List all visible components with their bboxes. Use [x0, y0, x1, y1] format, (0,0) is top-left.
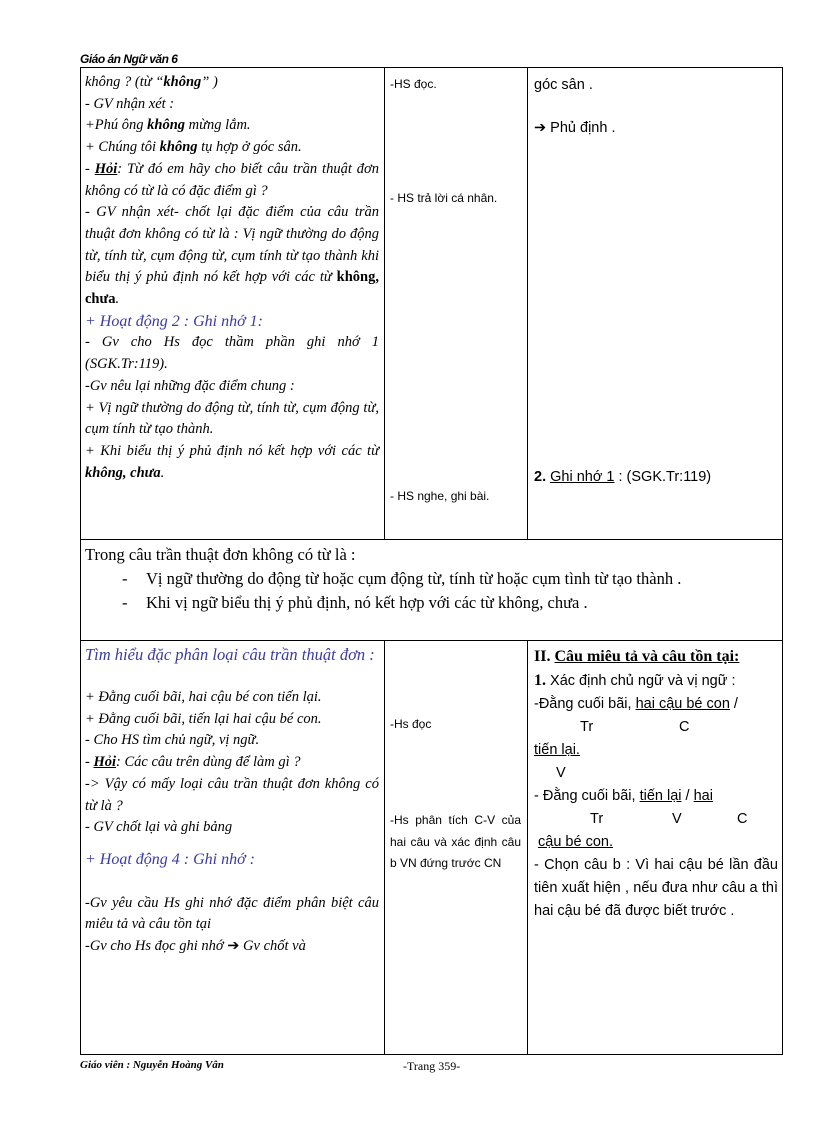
line: - GV nhận xét- chốt lại đặc điểm của câu trần thuật đơn không có từ là : Vị ngữ thường do động từ, tính từ, cụm động từ, cụm tính từ tạo thành khi biểu thị ý phủ định nó kết hợp với các từ không, chưa. [85, 204, 379, 308]
line: tiến lại. [534, 742, 580, 758]
activity-heading: + Hoạt động 2 : Ghi nhớ 1: [85, 312, 263, 330]
header-title: Giáo án Ngữ văn 6 [80, 52, 178, 66]
section-heading: II. Câu miêu tả và câu tồn tại: [534, 648, 740, 665]
line: không ? (từ “không” ) [85, 74, 218, 90]
line: - GV nhận xét : [85, 95, 175, 112]
teacher-activity-cell [85, 643, 379, 958]
column-divider [384, 67, 385, 539]
line: + Đằng cuối bãi, hai cậu bé con tiến lại. [85, 689, 322, 705]
line: Tr V C [590, 811, 748, 827]
line: 1. Xác định chủ ngữ và vị ngữ : [534, 672, 736, 689]
content-cell [534, 67, 778, 537]
line: +Phú ông không mừng lắm. [85, 117, 251, 134]
column-divider [527, 67, 528, 539]
column-divider [527, 640, 528, 1055]
line: -Hs phân tích C-V của hai câu và xác định câu b VN đứng trước CN [390, 813, 521, 870]
line: + Khi biểu thị ý phủ định nó kết hợp với các từ không, chưa. [85, 442, 379, 481]
line: - Cho HS tìm chủ ngữ, vị ngữ. [85, 732, 260, 749]
summary-item: - Vị ngữ thường do động từ hoặc cụm động từ, tính từ hoặc cụm tình từ tạo thành . [122, 569, 682, 588]
line: -Gv cho Hs đọc ghi nhớ ➔ Gv chốt và [85, 938, 306, 955]
line: + Vị ngữ thường do động từ, tính từ, cụm động từ, cụm tính từ tạo thành. [85, 399, 379, 438]
student-activity-cell [390, 67, 522, 537]
teacher-activity-cell [85, 72, 379, 484]
line: -Hs đọc [390, 717, 432, 731]
content-cell [534, 645, 778, 923]
line: -HS đọc. [390, 77, 437, 91]
line: + Đằng cuối bãi, tiến lại hai cậu bé con. [85, 710, 322, 727]
line: - Đằng cuối bãi, tiến lại / hai [534, 788, 713, 804]
line: -Gv yêu cầu Hs ghi nhớ đặc điểm phân biệt câu miêu tả và câu tồn tại [85, 894, 379, 933]
line: - HS nghe, ghi bài. [390, 489, 490, 503]
question: - Hỏi: Các câu trên dùng để làm gì ? [85, 754, 301, 771]
line: - Chọn câu b : Vì hai cậu bé lần đầu tiên xuất hiện , nếu đưa như câu a thì hai cậu bé đã được biết trước . [534, 857, 778, 919]
column-divider [384, 640, 385, 1055]
line: -Gv nêu lại những đặc điểm chung : [85, 377, 295, 394]
question: - Hỏi: Từ đó em hãy cho biết câu trần thuật đơn không có từ là có đặc điểm gì ? [85, 160, 379, 199]
section-heading: Tìm hiểu đặc phân loại câu trần thuật đơn : [85, 645, 375, 664]
line: -> Vậy có mấy loại câu trần thuật đơn không có từ là ? [85, 775, 379, 814]
line: + Chúng tôi không tụ hợp ở góc sân. [85, 139, 302, 156]
footer-teacher: Giáo viên : Nguyễn Hoàng Vân [80, 1059, 224, 1071]
line: -Đằng cuối bãi, hai cậu bé con / [534, 696, 738, 712]
activity-heading: + Hoạt động 4 : Ghi nhớ : [85, 850, 255, 868]
summary-cell [85, 543, 777, 615]
line: ➔ Phủ định . [534, 120, 616, 136]
line: - Gv cho Hs đọc thầm phần ghi nhớ 1 (SGK.Tr:119). [85, 334, 379, 373]
line: 2. Ghi nhớ 1 : (SGK.Tr:119) [534, 469, 712, 485]
line: cậu bé con. [538, 834, 613, 850]
summary-item: - Khi vị ngữ biểu thị ý phủ định, nó kết hợp với các từ không, chưa . [122, 593, 588, 612]
line: góc sân . [534, 77, 593, 93]
student-activity-cell [390, 640, 522, 1053]
row-divider [80, 539, 783, 540]
page-number: -Trang 359- [403, 1059, 461, 1073]
summary-intro: Trong câu trần thuật đơn không có từ là : [85, 545, 356, 564]
line: Tr C [580, 719, 690, 735]
line: - GV chốt lại và ghi bảng [85, 819, 233, 836]
line: - HS trả lời cá nhân. [390, 191, 498, 205]
line: V [556, 765, 566, 781]
